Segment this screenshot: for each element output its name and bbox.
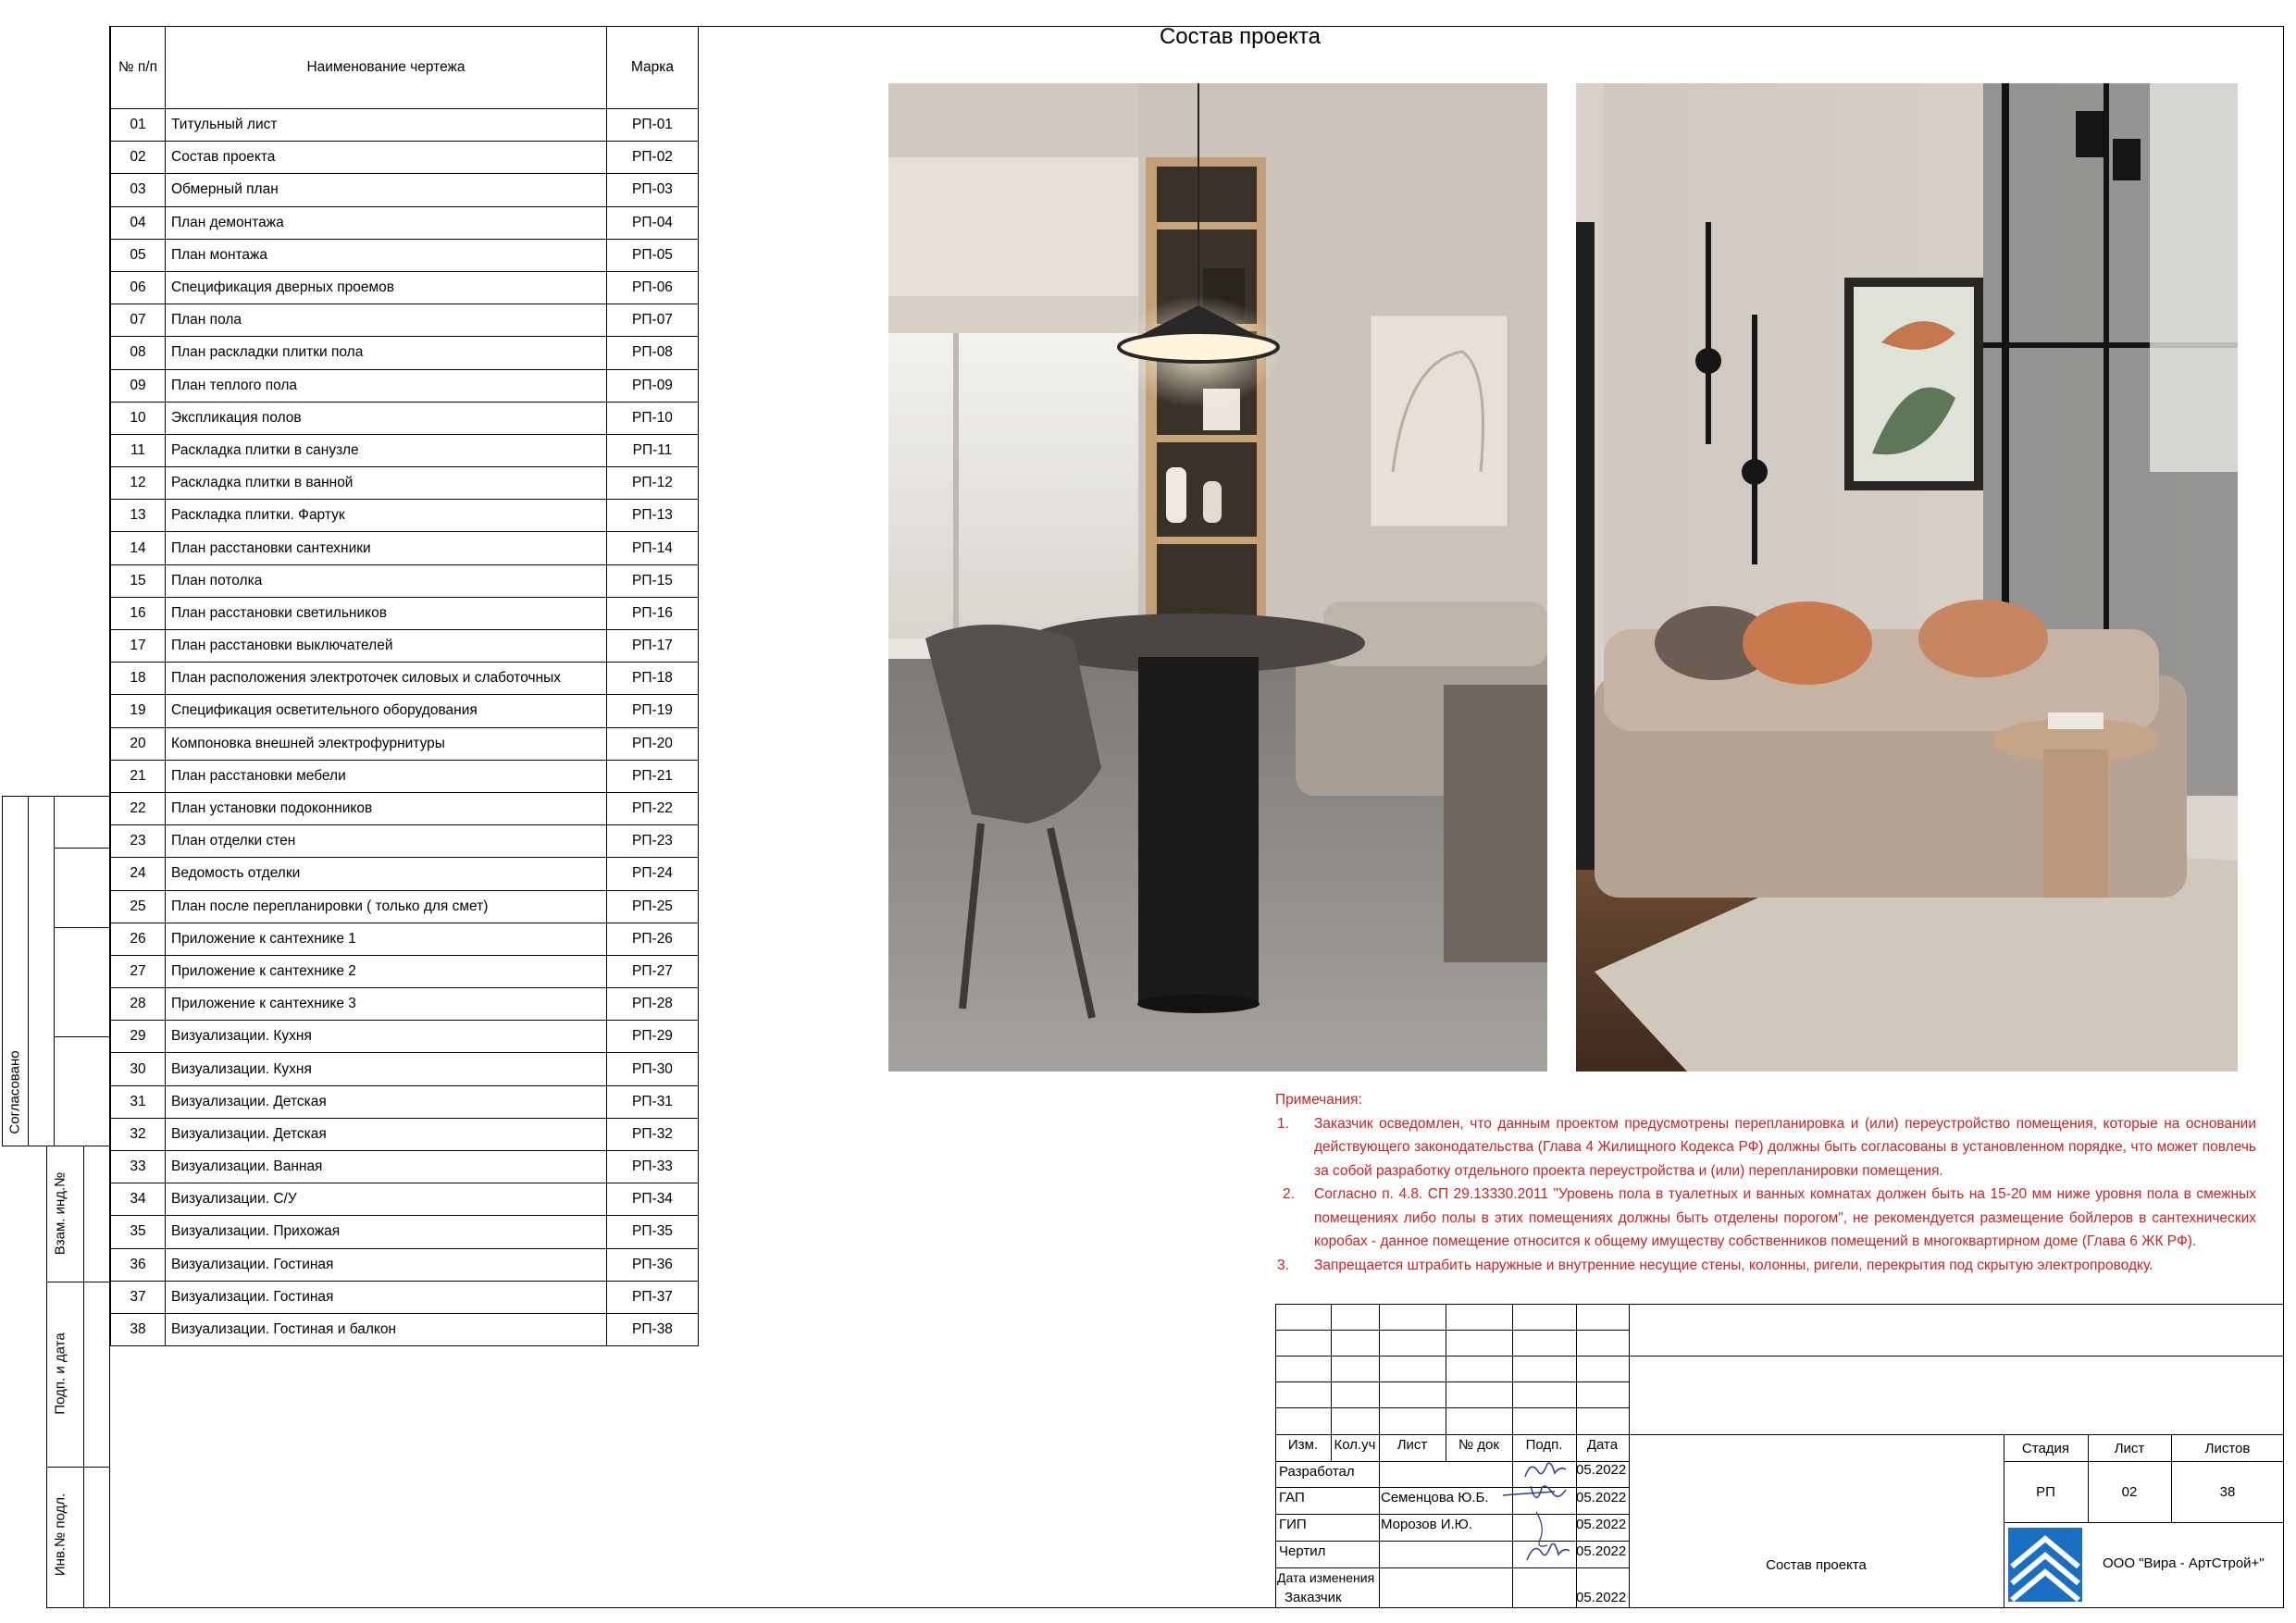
row-name: План расстановки выключателей — [166, 630, 607, 663]
tb-sheet-name: Состав проекта — [1766, 1557, 1867, 1573]
drawing-list-row — [111, 337, 699, 369]
row-number: 38 — [111, 1313, 166, 1345]
row-name: План после перепланировки ( только для смет) — [166, 890, 607, 923]
row-number: 34 — [111, 1183, 166, 1216]
row-mark: РП-29 — [607, 1021, 699, 1053]
row-name: План демонтажа — [166, 206, 607, 239]
drawing-list-row — [111, 1183, 699, 1216]
tb-col-date: Дата — [1586, 1437, 1619, 1453]
render-dining-area — [888, 83, 1547, 1072]
row-name: Визуализации. Детская — [166, 1118, 607, 1150]
row-number: 22 — [111, 792, 166, 824]
row-mark: РП-13 — [607, 500, 699, 532]
tb-role-customer: Заказчик — [1285, 1590, 1342, 1605]
note-item — [1275, 1112, 2256, 1183]
row-mark: РП-09 — [607, 369, 699, 402]
tb-stage-label: Стадия — [2021, 1441, 2070, 1456]
tb-role-gap: ГАП — [1279, 1490, 1305, 1505]
row-number: 02 — [111, 142, 166, 174]
stamp-sign-date-label: Подп. и дата — [52, 1332, 68, 1415]
row-number: 26 — [111, 923, 166, 955]
row-name: Состав проекта — [166, 142, 607, 174]
drawing-list-row — [111, 1248, 699, 1281]
row-name: Компоновка внешней электрофурнитуры — [166, 727, 607, 760]
row-number: 01 — [111, 109, 166, 142]
note-item — [1275, 1254, 2256, 1278]
drawing-list-row — [111, 206, 699, 239]
row-mark: РП-35 — [607, 1216, 699, 1248]
row-number: 04 — [111, 206, 166, 239]
row-name: Спецификация дверных проемов — [166, 271, 607, 304]
row-mark: РП-23 — [607, 825, 699, 858]
drawing-list-row — [111, 988, 699, 1021]
drawing-list-row — [111, 271, 699, 304]
drawing-list-row — [111, 500, 699, 532]
row-mark: РП-30 — [607, 1053, 699, 1085]
row-name: План расстановки сантехники — [166, 532, 607, 564]
drawing-list-row — [111, 890, 699, 923]
drawing-list-row — [111, 955, 699, 987]
drawing-list-row — [111, 1216, 699, 1248]
row-number: 05 — [111, 239, 166, 271]
frame-right-line — [2283, 26, 2284, 1608]
row-mark: РП-03 — [607, 174, 699, 206]
row-mark: РП-38 — [607, 1313, 699, 1345]
drawing-list-row — [111, 369, 699, 402]
signature-drawn — [1521, 1538, 1573, 1566]
row-name: Визуализации. Прихожая — [166, 1216, 607, 1248]
row-number: 10 — [111, 402, 166, 434]
row-mark: РП-16 — [607, 597, 699, 629]
row-mark: РП-24 — [607, 858, 699, 890]
row-mark: РП-11 — [607, 434, 699, 466]
signature-developed — [1518, 1458, 1573, 1482]
row-number: 14 — [111, 532, 166, 564]
header-mark: Марка — [607, 27, 699, 109]
notes — [1275, 1088, 2256, 1277]
drawing-list-row — [111, 109, 699, 142]
row-mark: РП-07 — [607, 304, 699, 337]
row-mark: РП-12 — [607, 467, 699, 500]
row-name: План раскладки плитки пола — [166, 337, 607, 369]
drawing-list-row — [111, 532, 699, 564]
row-name: План расстановки светильников — [166, 597, 607, 629]
row-name: План расположения электроточек силовых и слаботочных — [166, 663, 607, 695]
row-number: 12 — [111, 467, 166, 500]
row-number: 25 — [111, 890, 166, 923]
row-name: Раскладка плитки. Фартук — [166, 500, 607, 532]
row-number: 03 — [111, 174, 166, 206]
drawing-list-row — [111, 1021, 699, 1053]
row-mark: РП-27 — [607, 955, 699, 987]
drawing-list-row — [111, 695, 699, 727]
row-mark: РП-06 — [607, 271, 699, 304]
company-logo — [2006, 1526, 2084, 1604]
row-mark: РП-26 — [607, 923, 699, 955]
drawing-list-row — [111, 304, 699, 337]
row-number: 06 — [111, 271, 166, 304]
row-mark: РП-22 — [607, 792, 699, 824]
row-name: План расстановки мебели — [166, 760, 607, 792]
tb-role-drawn: Чертил — [1279, 1543, 1326, 1559]
row-number: 20 — [111, 727, 166, 760]
row-number: 18 — [111, 663, 166, 695]
stamp-agreed-label: Согласовано — [6, 1050, 23, 1134]
row-mark: РП-37 — [607, 1281, 699, 1313]
row-mark: РП-08 — [607, 337, 699, 369]
row-name: Визуализации. Гостиная — [166, 1248, 607, 1281]
drawing-list-row — [111, 760, 699, 792]
row-mark: РП-14 — [607, 532, 699, 564]
tb-date-customer: 05.2022 — [1576, 1590, 1627, 1605]
row-number: 15 — [111, 564, 166, 597]
header-name: Наименование чертежа — [166, 27, 607, 109]
drawing-list-row — [111, 630, 699, 663]
row-number: 28 — [111, 988, 166, 1021]
row-number: 29 — [111, 1021, 166, 1053]
drawing-list-row — [111, 825, 699, 858]
drawing-list-row — [111, 1118, 699, 1150]
tb-company-name: ООО "Вира - АртСтрой+" — [2103, 1555, 2265, 1571]
note-number: 3. — [1277, 1257, 1289, 1273]
row-number: 16 — [111, 597, 166, 629]
row-name: Визуализации. С/У — [166, 1183, 607, 1216]
drawing-list-row — [111, 402, 699, 434]
drawing-list-row — [111, 727, 699, 760]
row-mark: РП-34 — [607, 1183, 699, 1216]
row-mark: РП-31 — [607, 1085, 699, 1118]
drawing-list-row — [111, 1151, 699, 1183]
row-mark: РП-18 — [607, 663, 699, 695]
row-name: Раскладка плитки в ванной — [166, 467, 607, 500]
row-mark: РП-36 — [607, 1248, 699, 1281]
row-number: 33 — [111, 1151, 166, 1183]
row-name: Визуализации. Гостиная — [166, 1281, 607, 1313]
row-mark: РП-28 — [607, 988, 699, 1021]
row-number: 21 — [111, 760, 166, 792]
row-number: 24 — [111, 858, 166, 890]
note-item — [1275, 1183, 2256, 1254]
row-number: 35 — [111, 1216, 166, 1248]
row-number: 27 — [111, 955, 166, 987]
tb-sheets-value: 38 — [2219, 1484, 2236, 1500]
frame-bottom-line — [46, 1607, 2284, 1608]
row-number: 23 — [111, 825, 166, 858]
tb-date-drawn: 05.2022 — [1576, 1543, 1627, 1559]
row-number: 30 — [111, 1053, 166, 1085]
row-name: Титульный лист — [166, 109, 607, 142]
tb-col-kol: Кол.уч — [1334, 1437, 1376, 1453]
note-number: 1. — [1277, 1115, 1289, 1132]
row-name: План отделки стен — [166, 825, 607, 858]
drawing-list-row — [111, 1053, 699, 1085]
drawing-list-row — [111, 142, 699, 174]
tb-role-gip: ГИП — [1279, 1517, 1307, 1532]
row-number: 36 — [111, 1248, 166, 1281]
drawing-list-row — [111, 467, 699, 500]
drawing-list-row — [111, 663, 699, 695]
row-mark: РП-21 — [607, 760, 699, 792]
drawing-list-row — [111, 597, 699, 629]
row-mark: РП-33 — [607, 1151, 699, 1183]
drawing-list-row — [111, 1313, 699, 1345]
row-number: 17 — [111, 630, 166, 663]
row-mark: РП-10 — [607, 402, 699, 434]
tb-role-developed: Разработал — [1279, 1464, 1355, 1480]
row-name: Спецификация осветительного оборудования — [166, 695, 607, 727]
row-number: 37 — [111, 1281, 166, 1313]
render-living-room — [1576, 83, 2238, 1072]
row-number: 11 — [111, 434, 166, 466]
row-name: Экспликация полов — [166, 402, 607, 434]
row-name: Приложение к сантехнике 2 — [166, 955, 607, 987]
row-name: План монтажа — [166, 239, 607, 271]
tb-col-list: Лист — [1396, 1437, 1428, 1453]
row-number: 32 — [111, 1118, 166, 1150]
row-number: 07 — [111, 304, 166, 337]
row-mark: РП-17 — [607, 630, 699, 663]
drawing-list-table — [110, 26, 699, 1346]
drawing-list-header — [111, 27, 699, 109]
row-mark: РП-01 — [607, 109, 699, 142]
header-num: № п/п — [111, 27, 166, 109]
row-name: Приложение к сантехнике 3 — [166, 988, 607, 1021]
row-name: Раскладка плитки в санузле — [166, 434, 607, 466]
tb-role-change-date: Дата изменения — [1277, 1570, 1375, 1585]
page-title: Состав проекта — [1159, 24, 1322, 49]
tb-sheet-label: Лист — [2114, 1441, 2145, 1456]
row-mark: РП-25 — [607, 890, 699, 923]
row-name: План теплого пола — [166, 369, 607, 402]
tb-date-gip: 05.2022 — [1576, 1517, 1627, 1532]
row-mark: РП-20 — [607, 727, 699, 760]
row-name: Визуализации. Гостиная и балкон — [166, 1313, 607, 1345]
row-name: Визуализации. Кухня — [166, 1053, 607, 1085]
drawing-list-row — [111, 792, 699, 824]
notes-title: Примечания: — [1275, 1092, 1362, 1108]
row-mark: РП-05 — [607, 239, 699, 271]
row-name: План установки подоконников — [166, 792, 607, 824]
tb-col-sign: Подп. — [1525, 1437, 1563, 1453]
drawing-list-row — [111, 1085, 699, 1118]
row-number: 19 — [111, 695, 166, 727]
drawing-list-row — [111, 1281, 699, 1313]
note-number: 2. — [1283, 1186, 1295, 1202]
row-number: 31 — [111, 1085, 166, 1118]
row-name: Визуализации. Детская — [166, 1085, 607, 1118]
row-name: Визуализации. Ванная — [166, 1151, 607, 1183]
drawing-list-row — [111, 923, 699, 955]
drawing-list-row — [111, 858, 699, 890]
row-mark: РП-19 — [607, 695, 699, 727]
drawing-list-row — [111, 174, 699, 206]
tb-stage-value: РП — [2036, 1484, 2055, 1500]
note-text: Запрещается штрабить наружные и внутренние несущие стены, колонны, ригели, перекрытия под скрытую электропроводку. — [1314, 1257, 2153, 1273]
row-number: 13 — [111, 500, 166, 532]
row-name: Обмерный план — [166, 174, 607, 206]
tb-col-izm: Изм. — [1287, 1437, 1319, 1453]
tb-sheets-label: Листов — [2204, 1441, 2251, 1456]
tb-name-gap: Семенцова Ю.Б. — [1381, 1490, 1489, 1505]
signature-gap — [1499, 1481, 1577, 1512]
row-number: 09 — [111, 369, 166, 402]
note-text: Заказчик осведомлен, что данным проектом предусмотрены перепланировка и (или) переустройство помещения, которые на основании действующего законодательства (Глава 4 Жилищного Кодекса РФ) должны быть согласованы в установленном порядке, что может повлечь за собой разработку отдельного проекта переустройства и (или) перепланировки помещения. — [1314, 1115, 2256, 1179]
tb-sheet-value: 02 — [2121, 1484, 2138, 1500]
stamp-replaced-inv-label: Взам. инд.№ — [52, 1171, 68, 1256]
stamp-inv-no-label: Инв.№ подл. — [52, 1493, 68, 1577]
row-name: Приложение к сантехнике 1 — [166, 923, 607, 955]
row-mark: РП-04 — [607, 206, 699, 239]
drawing-list-row — [111, 564, 699, 597]
tb-name-gip: Морозов И.Ю. — [1381, 1517, 1472, 1532]
row-mark: РП-15 — [607, 564, 699, 597]
row-name: План пола — [166, 304, 607, 337]
tb-date-gap: 05.2022 — [1576, 1490, 1627, 1505]
row-number: 08 — [111, 337, 166, 369]
row-name: Ведомость отделки — [166, 858, 607, 890]
row-name: План потолка — [166, 564, 607, 597]
row-mark: РП-02 — [607, 142, 699, 174]
row-mark: РП-32 — [607, 1118, 699, 1150]
drawing-list-row — [111, 239, 699, 271]
note-text: Согласно п. 4.8. СП 29.13330.2011 "Уровень пола в туалетных и ванных комнатах должен быть на 15-20 мм ниже уровня пола в смежных помещениях либо полы в этих помещениях должны быть отделены порогом", не рекомендуется размещение бойлеров в сантехнических коробах - данное помещение относится к общему имуществу собственников помещений в многоквартирном доме (Глава 6 ЖК РФ). — [1314, 1186, 2256, 1249]
row-name: Визуализации. Кухня — [166, 1021, 607, 1053]
tb-date-developed: 05.2022 — [1576, 1462, 1627, 1478]
tb-col-doc: № док — [1458, 1437, 1499, 1453]
drawing-list-row — [111, 434, 699, 466]
